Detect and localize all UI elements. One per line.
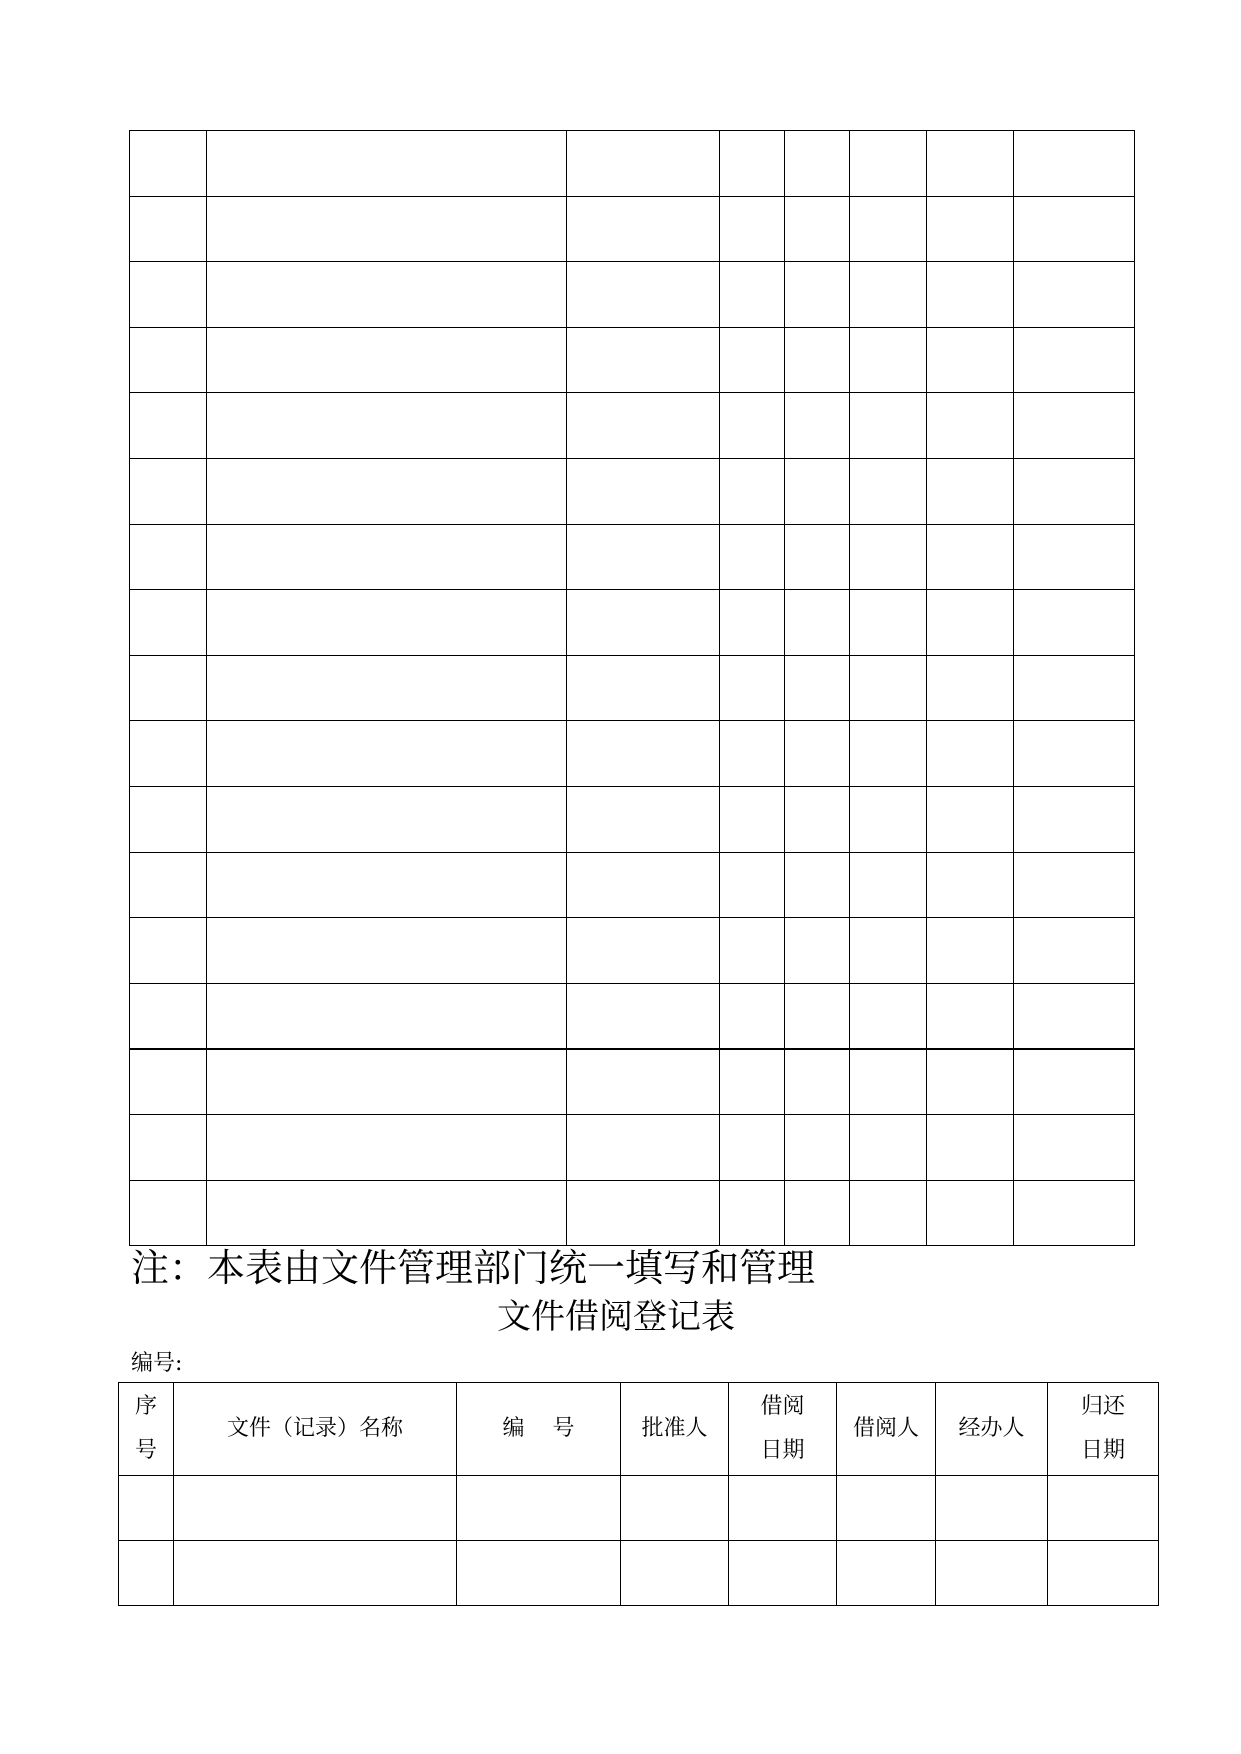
table-row: [130, 262, 1135, 328]
table-cell: [1014, 1114, 1135, 1180]
table-row: [119, 1476, 1159, 1541]
table-cell: [785, 655, 850, 721]
table-cell: [927, 852, 1014, 918]
header-return-date: [1048, 1383, 1159, 1476]
table-cell: [567, 721, 720, 787]
table-cell: [927, 918, 1014, 984]
table-cell: [850, 524, 927, 590]
table-row: [130, 918, 1135, 984]
table-cell: [567, 458, 720, 524]
continued-register-table: [129, 130, 1135, 1246]
table-cell: [785, 1114, 850, 1180]
table-note: 注：本表由文件管理部门统一填写和管理: [131, 1246, 816, 1290]
table-cell: [207, 458, 567, 524]
table-cell: [850, 983, 927, 1049]
table-cell: [785, 1049, 850, 1115]
table-cell: [207, 655, 567, 721]
table-cell: [720, 721, 785, 787]
table-cell: [1014, 918, 1135, 984]
table-cell: [720, 196, 785, 262]
table-cell: [850, 655, 927, 721]
table-cell: [567, 196, 720, 262]
table-cell: [1014, 786, 1135, 852]
table-cell: [1048, 1541, 1159, 1606]
table-row: [130, 524, 1135, 590]
table-cell: [1048, 1476, 1159, 1541]
table-cell: [621, 1541, 729, 1606]
table-cell: [567, 852, 720, 918]
table-cell: [850, 1180, 927, 1246]
table-cell: [850, 393, 927, 459]
table-cell: [927, 1049, 1014, 1115]
table-cell: [119, 1476, 174, 1541]
table-cell: [720, 983, 785, 1049]
table-cell: [130, 1049, 207, 1115]
table-cell: [720, 262, 785, 328]
table-cell: [927, 983, 1014, 1049]
table-cell: [1014, 524, 1135, 590]
header-file-name: 文件（记录）名称: [174, 1383, 457, 1476]
table-row: [130, 786, 1135, 852]
table-row: [130, 1180, 1135, 1246]
table-cell: [850, 852, 927, 918]
table-cell: [850, 1049, 927, 1115]
table-cell: [720, 524, 785, 590]
table-cell: [119, 1541, 174, 1606]
table-cell: [785, 458, 850, 524]
table-cell: [729, 1476, 837, 1541]
table-cell: [567, 262, 720, 328]
table-cell: [567, 327, 720, 393]
register-body: [119, 1476, 1159, 1606]
table-cell: [927, 721, 1014, 787]
table-cell: [927, 327, 1014, 393]
table-cell: [567, 524, 720, 590]
table-row: [130, 327, 1135, 393]
header-borrower: 借阅人: [837, 1383, 936, 1476]
table-cell: [130, 983, 207, 1049]
table-cell: [207, 524, 567, 590]
table-cell: [850, 196, 927, 262]
table-cell: [785, 983, 850, 1049]
table-cell: [457, 1476, 621, 1541]
table-cell: [567, 786, 720, 852]
header-seq-line2: 号: [134, 1438, 157, 1463]
table-row: [119, 1541, 1159, 1606]
table-cell: [927, 1180, 1014, 1246]
table-cell: [927, 655, 1014, 721]
table-cell: [785, 786, 850, 852]
table-cell: [207, 131, 567, 197]
table-cell: [927, 1114, 1014, 1180]
table-cell: [567, 1049, 720, 1115]
table-cell: [130, 786, 207, 852]
table-row: [130, 458, 1135, 524]
table-cell: [785, 721, 850, 787]
table-cell: [720, 1114, 785, 1180]
table-row: [130, 196, 1135, 262]
table-row: [130, 852, 1135, 918]
table-cell: [720, 458, 785, 524]
table-cell: [850, 918, 927, 984]
header-return-date-line1: 归还: [1080, 1394, 1125, 1419]
table-cell: [130, 458, 207, 524]
table-cell: [785, 524, 850, 590]
table-cell: [130, 327, 207, 393]
table-row: [130, 655, 1135, 721]
table-cell: [130, 918, 207, 984]
table-cell: [207, 1049, 567, 1115]
table-cell: [850, 1114, 927, 1180]
form-title: 文件借阅登记表: [497, 1297, 735, 1337]
table-cell: [720, 1049, 785, 1115]
table-cell: [130, 1180, 207, 1246]
table-cell: [1014, 655, 1135, 721]
table-row: [130, 1049, 1135, 1115]
table-cell: [207, 852, 567, 918]
table-cell: [785, 196, 850, 262]
table-cell: [130, 262, 207, 328]
table-row: [130, 1114, 1135, 1180]
header-seq-line1: 序: [134, 1394, 157, 1419]
table-cell: [1014, 196, 1135, 262]
continued-register-body: [130, 131, 1135, 1246]
table-cell: [729, 1541, 837, 1606]
table-cell: [457, 1541, 621, 1606]
table-cell: [1014, 721, 1135, 787]
table-cell: [1014, 262, 1135, 328]
header-seq: [119, 1383, 174, 1476]
header-return-date-line2: 日期: [1080, 1438, 1125, 1463]
table-cell: [567, 1180, 720, 1246]
table-cell: [785, 918, 850, 984]
table-cell: [567, 393, 720, 459]
table-cell: [850, 327, 927, 393]
table-cell: [207, 196, 567, 262]
table-row: [130, 131, 1135, 197]
table-cell: [720, 852, 785, 918]
table-cell: [720, 655, 785, 721]
table-cell: [720, 131, 785, 197]
table-cell: [621, 1476, 729, 1541]
table-cell: [785, 131, 850, 197]
table-row: [130, 393, 1135, 459]
table-cell: [785, 327, 850, 393]
table-cell: [927, 524, 1014, 590]
table-cell: [927, 262, 1014, 328]
table-cell: [174, 1476, 457, 1541]
table-cell: [130, 721, 207, 787]
table-cell: [720, 590, 785, 656]
table-cell: [130, 1114, 207, 1180]
table-cell: [720, 786, 785, 852]
table-cell: [720, 393, 785, 459]
header-borrow-date-line2: 日期: [760, 1438, 805, 1463]
table-cell: [130, 590, 207, 656]
table-cell: [785, 1180, 850, 1246]
table-cell: [130, 393, 207, 459]
table-cell: [720, 327, 785, 393]
table-cell: [850, 590, 927, 656]
table-cell: [1014, 983, 1135, 1049]
table-cell: [927, 196, 1014, 262]
table-cell: [174, 1541, 457, 1606]
header-number: [457, 1383, 621, 1476]
table-cell: [720, 1180, 785, 1246]
table-cell: [927, 786, 1014, 852]
table-cell: [837, 1476, 936, 1541]
table-cell: [850, 131, 927, 197]
table-cell: [207, 786, 567, 852]
table-cell: [567, 983, 720, 1049]
table-cell: [207, 1180, 567, 1246]
table-cell: [785, 393, 850, 459]
table-cell: [567, 918, 720, 984]
table-cell: [1014, 131, 1135, 197]
table-cell: [1014, 393, 1135, 459]
table-cell: [207, 1114, 567, 1180]
table-cell: [785, 262, 850, 328]
form-code-label: 编号:: [131, 1351, 183, 1376]
header-approver: 批准人: [621, 1383, 729, 1476]
table-cell: [567, 131, 720, 197]
table-cell: [837, 1541, 936, 1606]
table-cell: [850, 786, 927, 852]
table-cell: [850, 262, 927, 328]
table-cell: [1014, 327, 1135, 393]
table-cell: [207, 590, 567, 656]
table-cell: [130, 524, 207, 590]
table-cell: [207, 327, 567, 393]
table-cell: [207, 721, 567, 787]
table-cell: [850, 458, 927, 524]
table-cell: [1014, 590, 1135, 656]
header-borrow-date: [729, 1383, 837, 1476]
table-cell: [850, 721, 927, 787]
table-cell: [1014, 458, 1135, 524]
header-number-label: 编号: [502, 1416, 603, 1441]
table-row: [130, 590, 1135, 656]
table-cell: [927, 590, 1014, 656]
header-borrow-date-line1: 借阅: [760, 1394, 805, 1419]
table-cell: [1014, 1180, 1135, 1246]
table-row: [130, 721, 1135, 787]
table-cell: [567, 1114, 720, 1180]
table-cell: [785, 590, 850, 656]
table-cell: [1014, 852, 1135, 918]
table-cell: [207, 918, 567, 984]
table-cell: [927, 131, 1014, 197]
table-cell: [207, 262, 567, 328]
table-row: [130, 983, 1135, 1049]
table-cell: [207, 393, 567, 459]
table-cell: [936, 1476, 1048, 1541]
table-cell: [130, 655, 207, 721]
table-cell: [720, 918, 785, 984]
table-cell: [130, 131, 207, 197]
table-cell: [567, 590, 720, 656]
table-cell: [567, 655, 720, 721]
file-borrow-register-table: [118, 1382, 1159, 1606]
table-cell: [1014, 1049, 1135, 1115]
header-handler: 经办人: [936, 1383, 1048, 1476]
table-cell: [927, 458, 1014, 524]
table-cell: [130, 852, 207, 918]
table-cell: [207, 983, 567, 1049]
table-cell: [927, 393, 1014, 459]
table-cell: [785, 852, 850, 918]
table-cell: [936, 1541, 1048, 1606]
table-cell: [130, 196, 207, 262]
header-row: [119, 1383, 1159, 1476]
